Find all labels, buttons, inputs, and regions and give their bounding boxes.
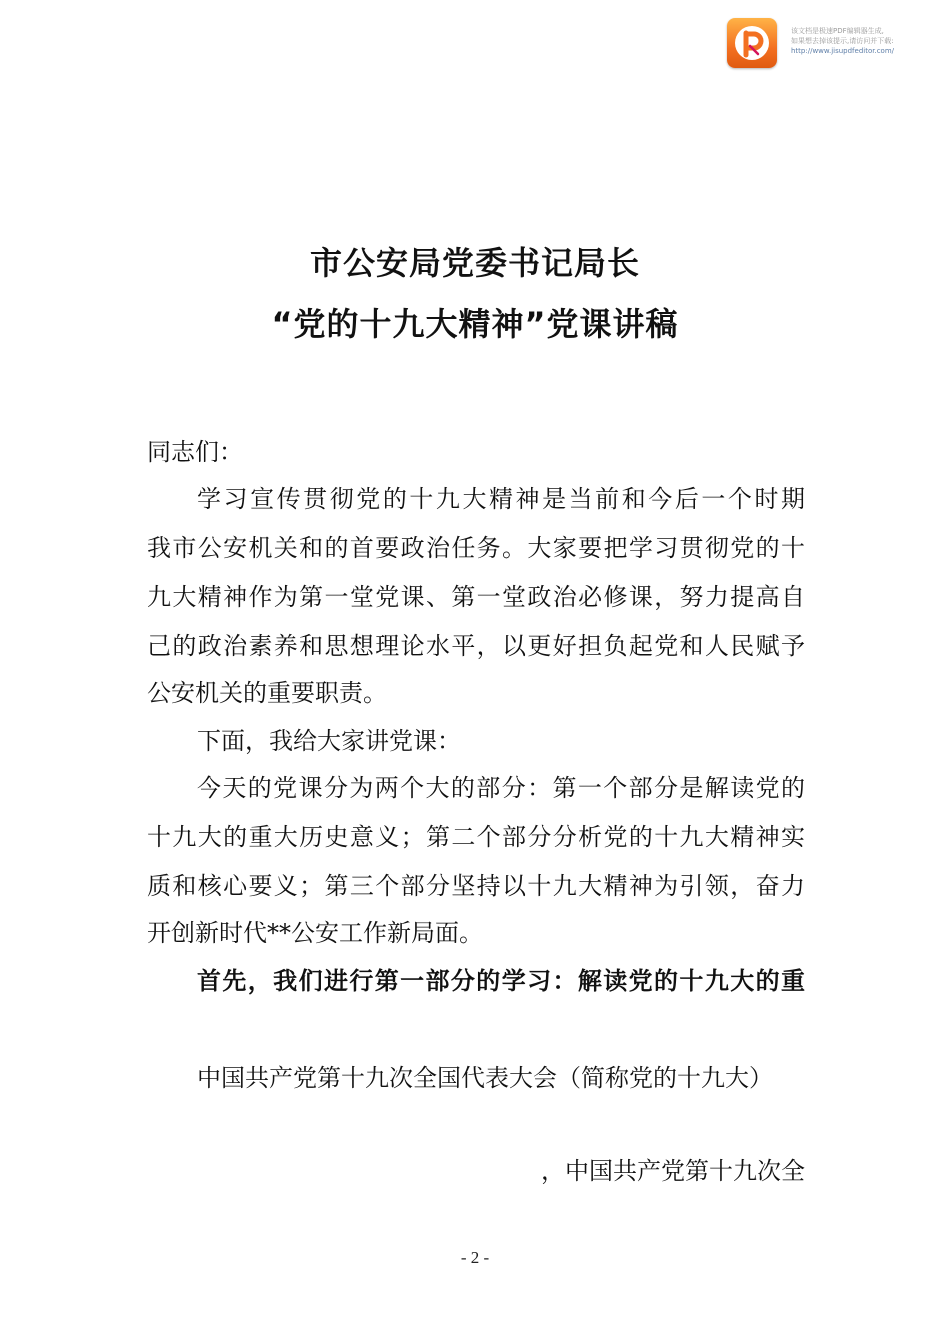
body-text-line: 质和核心要义；第三个部分坚持以十九大精神为引领，奋力: [147, 872, 805, 900]
watermark-text: [791, 26, 939, 56]
watermark-url-link[interactable]: http://www.jisupdfeditor.com/: [791, 47, 895, 55]
watermark-line-1: 该文档是极速PDF编辑器生成,: [791, 27, 884, 35]
body-text-line: 开创新时代**公安工作新局面。: [147, 919, 483, 947]
body-text-line: 九大精神作为第一堂党课、第一堂政治必修课，努力提高自: [147, 583, 805, 611]
pdf-p-logo-icon: [727, 18, 777, 68]
body-text-line: 中国共产党第十九次全国代表大会（简称党的十九大）: [197, 1064, 773, 1092]
document-title-line-1: 市公安局党委书记局长: [309, 244, 640, 282]
body-text-line: 十九大的重大历史意义；第二个部分分析党的十九大精神实: [147, 823, 805, 851]
salutation: 同志们：: [147, 438, 243, 466]
pdf-editor-watermark: [727, 18, 937, 70]
page-number: - 2 -: [460, 1248, 490, 1267]
body-text-line: 学习宣传贯彻党的十九大精神是当前和今后一个时期: [197, 485, 805, 513]
body-text-line: 下面，我给大家讲党课：: [197, 727, 461, 755]
document-title-line-2: “党的十九大精神”党课讲稿: [271, 305, 679, 343]
watermark-line-2: 如果想去掉该提示,请访问并下载:: [791, 37, 894, 45]
section-heading-line: 首先，我们进行第一部分的学习：解读党的十九大的重: [197, 967, 805, 995]
body-text-line: 公安机关的重要职责。: [147, 679, 387, 707]
body-text-line: 今天的党课分为两个大的部分：第一个部分是解读党的: [197, 774, 805, 802]
body-text-line: ，中国共产党第十九次全: [541, 1157, 805, 1185]
body-text-line: 我市公安机关和的首要政治任务。大家要把学习贯彻党的十: [147, 534, 805, 562]
body-text-line: 己的政治素养和思想理论水平，以更好担负起党和人民赋予: [147, 632, 805, 660]
